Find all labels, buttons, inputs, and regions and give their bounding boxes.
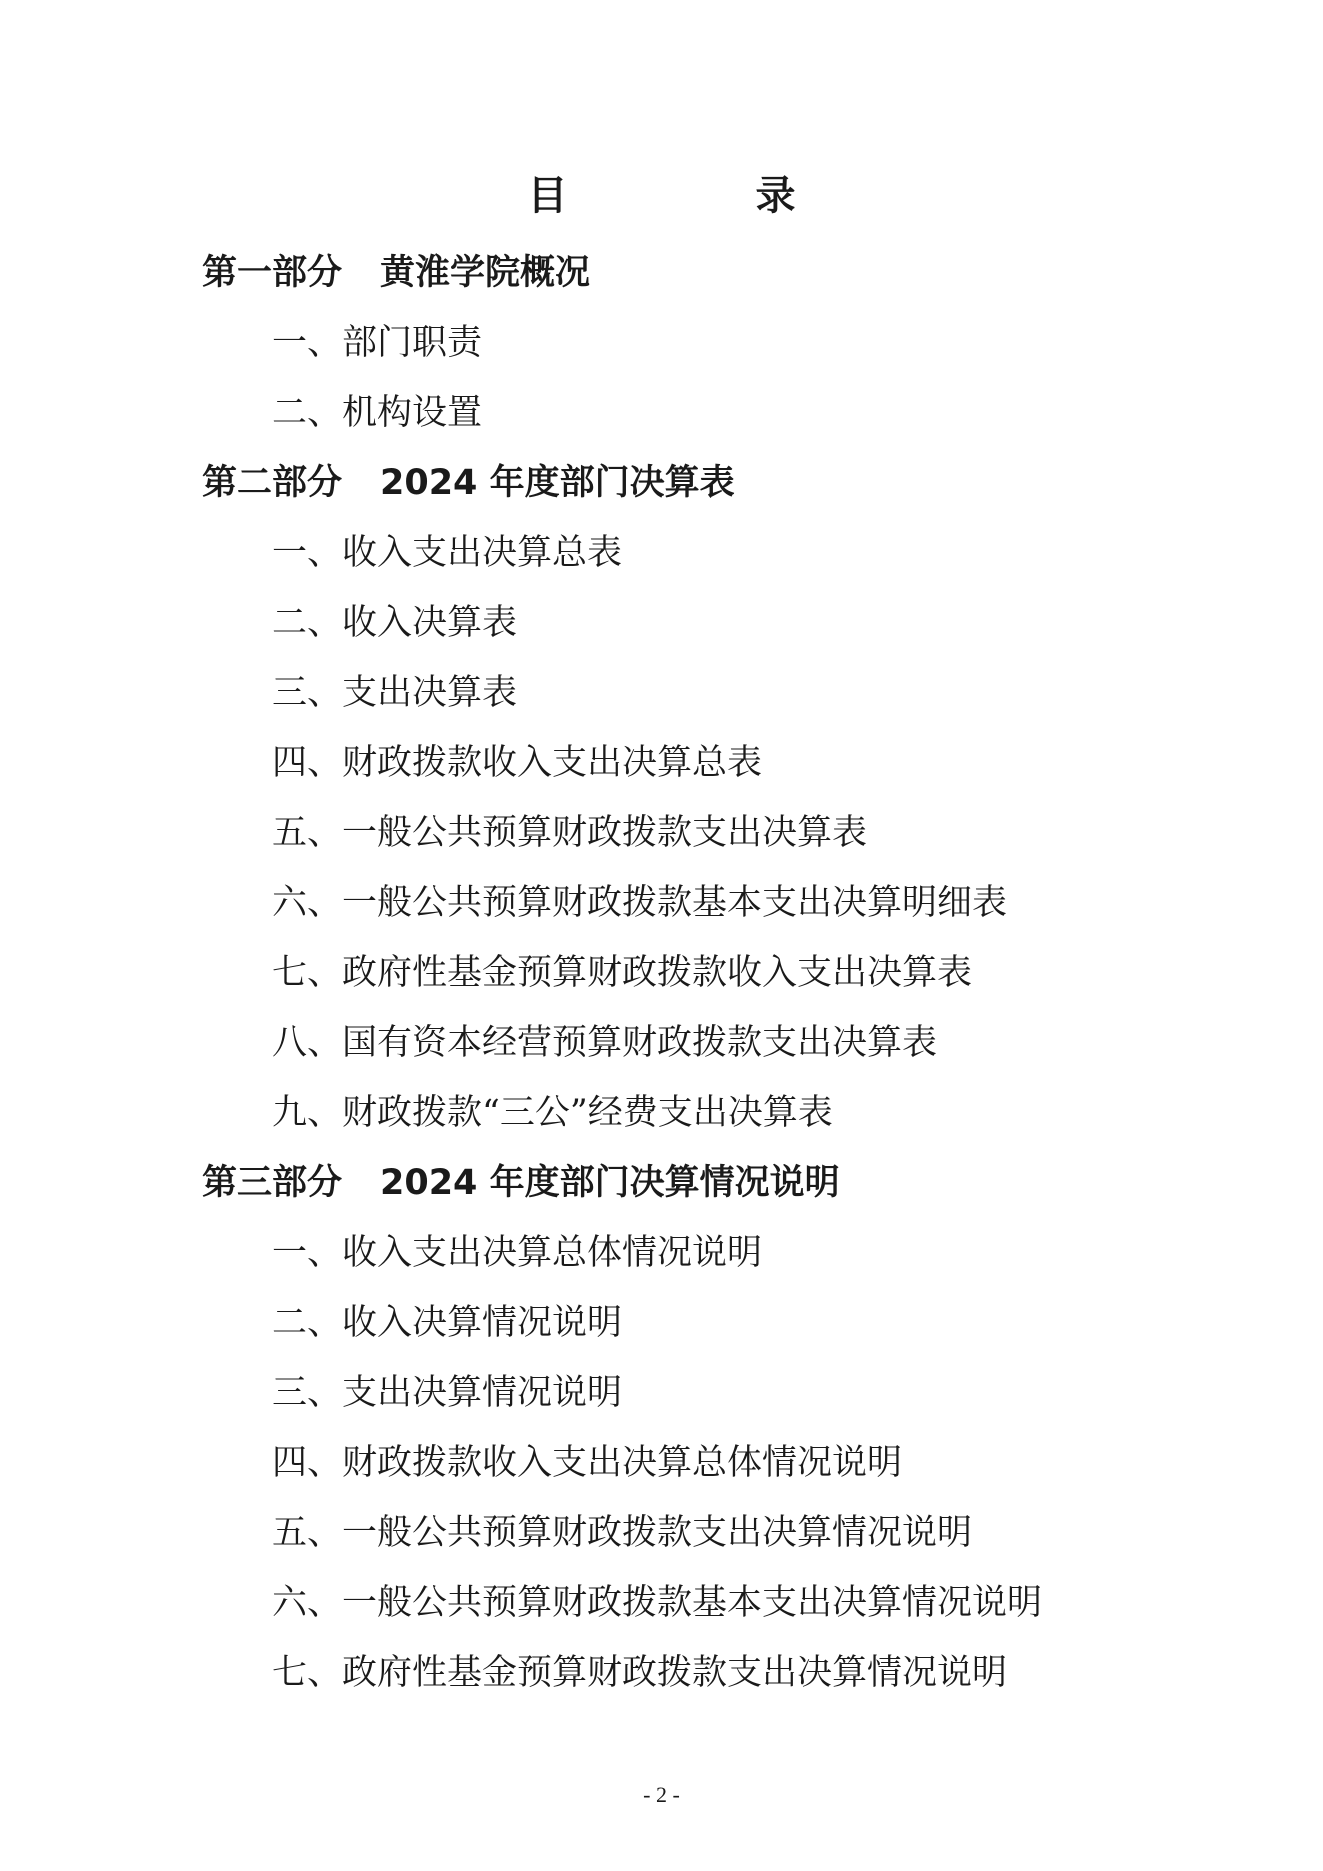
part-heading: 黄淮学院概况 — [380, 253, 591, 293]
toc-item[interactable]: 四、财政拨款收入支出决算总表 — [272, 743, 763, 783]
part-heading: 2024 年度部门决算情况说明 — [380, 1163, 840, 1203]
part-heading: 2024 年度部门决算表 — [380, 463, 735, 503]
toc-item[interactable]: 九、财政拨款“三公”经费支出决算表 — [272, 1093, 833, 1133]
page-number: - 2 - — [643, 1782, 680, 1807]
toc-item[interactable]: 一、收入支出决算总表 — [272, 533, 623, 573]
toc-item[interactable]: 四、财政拨款收入支出决算总体情况说明 — [272, 1443, 903, 1483]
toc-part-1[interactable] — [0, 238, 1323, 308]
toc-item[interactable]: 一、部门职责 — [272, 323, 483, 363]
toc-title: 目 录 — [527, 173, 870, 219]
toc-item[interactable]: 五、一般公共预算财政拨款支出决算表 — [272, 813, 868, 853]
toc-item[interactable]: 二、收入决算情况说明 — [272, 1303, 623, 1343]
toc-part-3[interactable] — [0, 1148, 1323, 1218]
toc-item[interactable]: 三、支出决算情况说明 — [272, 1373, 623, 1413]
toc-item[interactable]: 七、政府性基金预算财政拨款收入支出决算表 — [272, 953, 973, 993]
toc-item[interactable]: 二、机构设置 — [272, 393, 483, 433]
toc-item[interactable]: 一、收入支出决算总体情况说明 — [272, 1233, 763, 1273]
toc-item[interactable]: 三、支出决算表 — [272, 673, 518, 713]
part-label: 第二部分 — [202, 463, 343, 503]
toc-item[interactable]: 八、国有资本经营预算财政拨款支出决算表 — [272, 1023, 938, 1063]
part-label: 第一部分 — [202, 253, 343, 293]
toc-item[interactable]: 七、政府性基金预算财政拨款支出决算情况说明 — [272, 1653, 1008, 1693]
part-label: 第三部分 — [202, 1163, 343, 1203]
toc-item[interactable]: 六、一般公共预算财政拨款基本支出决算明细表 — [272, 883, 1008, 923]
toc-item[interactable]: 二、收入决算表 — [272, 603, 518, 643]
table-of-contents — [0, 238, 1323, 1708]
toc-item[interactable]: 六、一般公共预算财政拨款基本支出决算情况说明 — [272, 1583, 1043, 1623]
toc-part-2[interactable] — [0, 448, 1323, 518]
toc-item[interactable]: 五、一般公共预算财政拨款支出决算情况说明 — [272, 1513, 973, 1553]
